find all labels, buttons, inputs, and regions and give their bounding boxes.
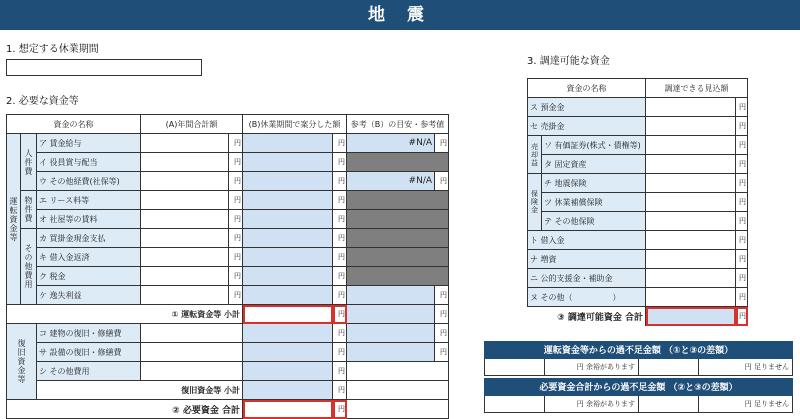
- amount-input[interactable]: [646, 212, 736, 231]
- prorated-value: [243, 343, 333, 362]
- total-available-label: ③ 調達可能資金 合計: [557, 312, 643, 323]
- summary-title-required: 必要資金合計からの過不足金額 （②と③の差額）: [484, 378, 793, 396]
- reference-value: [347, 305, 435, 324]
- amount-input[interactable]: [646, 269, 736, 288]
- table-row: セ 売掛金 円: [528, 117, 748, 136]
- reference-value: #N/A: [347, 134, 435, 153]
- table-row: ケ 逸失利益 円 円 円: [7, 286, 449, 305]
- summary-row-required: [484, 396, 793, 413]
- row-label: ウ その他経費(社保等): [37, 172, 141, 191]
- table-row: サ 設備の復旧・修繕費 円 円: [7, 343, 449, 362]
- header-annual-total: (A)年間合計額: [141, 115, 243, 134]
- header-reference-value: 参考（B）の目安・参考値: [347, 115, 449, 134]
- prorated-value: [243, 172, 333, 191]
- table-row: シ その他費用 円: [7, 362, 449, 381]
- group-property: 物件費: [21, 191, 37, 229]
- prorated-value: [243, 286, 333, 305]
- amount-input[interactable]: [646, 193, 736, 212]
- annual-input[interactable]: [141, 229, 229, 248]
- section2-heading: 2. 必要な資金等: [6, 96, 79, 107]
- amount-input[interactable]: [646, 117, 736, 136]
- prorated-value: [243, 362, 333, 381]
- prorated-value: [243, 324, 333, 343]
- annual-input[interactable]: [141, 248, 229, 267]
- table-row: ヌ その他（ ） 円: [528, 288, 748, 307]
- table-row: ③ 調達可能資金 合計 円: [528, 307, 748, 326]
- prorated-value: [243, 191, 333, 210]
- surplus-label: 円 余裕があります: [545, 396, 639, 412]
- row-label: ケ 逸失利益: [37, 286, 141, 305]
- required-funds-table: [6, 114, 449, 419]
- table-row: 復旧資金等 小計 円: [7, 381, 449, 400]
- table-row: ナ 増資 円: [528, 250, 748, 269]
- shortage-label: 円 足りません: [744, 363, 789, 371]
- amount-input[interactable]: [646, 174, 736, 193]
- subtotal-operating-label: ① 運転資金等 小計: [7, 305, 243, 324]
- annual-input[interactable]: [141, 191, 229, 210]
- table-row: ス 預金金 円: [528, 98, 748, 117]
- subtotal-recovery-label: 復旧資金等 小計: [37, 381, 243, 400]
- reference-value: [347, 343, 435, 362]
- row-label: カ 買掛金現金支払: [37, 229, 141, 248]
- header-prorated-amount: (B)休業期間で案分した額: [243, 115, 347, 134]
- row-label: シ その他費用: [37, 362, 141, 381]
- group-other-expenses: その他費用: [21, 229, 37, 305]
- group-insurance: 保険金: [528, 174, 542, 231]
- business-suspension-period-input[interactable]: [6, 59, 202, 76]
- subtotal-operating-value: [243, 305, 333, 324]
- table-row: 復旧資金等 コ 建物の復旧・修繕費 円 円: [7, 324, 449, 343]
- prorated-value: [243, 267, 333, 286]
- table-row: ツ 休業補償保険 円: [528, 193, 748, 212]
- table-row: ト 借入金 円: [528, 231, 748, 250]
- table-row: テ その他保険 円: [528, 212, 748, 231]
- annual-input[interactable]: [141, 286, 229, 305]
- table-row: タ 固定資産 円: [528, 155, 748, 174]
- available-funds-table: [527, 78, 748, 326]
- table-row: ② 必要資金 合計 円: [7, 400, 449, 419]
- annual-input[interactable]: [141, 172, 229, 191]
- summary-title-operating: 運転資金等からの過不足金額 （①と③の差額）: [484, 341, 793, 359]
- header-expected-amount: 調達できる見込額: [646, 79, 748, 98]
- prorated-value: [243, 134, 333, 153]
- table-row: 物件費 エ リース料等 円 円: [7, 191, 449, 210]
- row-label: イ 役員賞与配当: [37, 153, 141, 172]
- table-row: ① 運転資金等 小計 円 円: [7, 305, 449, 324]
- table-row: ウ その他経費(社保等) 円 円 #N/A 円: [7, 172, 449, 191]
- table-row: 運転資金等 人件費 ア 賃金給与 円 円 #N/A 円: [7, 134, 449, 153]
- amount-input[interactable]: [646, 288, 736, 307]
- prorated-value: [243, 153, 333, 172]
- table-row: イ 役員賞与配当 円 円: [7, 153, 449, 172]
- annual-input[interactable]: [141, 267, 229, 286]
- group-recovery-funds: 復旧資金等: [7, 324, 37, 400]
- amount-input[interactable]: [646, 98, 736, 117]
- subtotal-recovery-value: [243, 381, 333, 400]
- table-row: 保険金 チ 地震保険 円: [528, 174, 748, 193]
- shortage-amount: [639, 396, 699, 412]
- row-label: コ 建物の復旧・修繕費: [37, 324, 141, 343]
- amount-input[interactable]: [646, 231, 736, 250]
- header-fund-name: 資金の名称: [528, 79, 646, 98]
- summary-row-operating: [484, 359, 793, 376]
- header-fund-name: 資金の名称: [7, 115, 141, 134]
- amount-input[interactable]: [646, 136, 736, 155]
- row-label: ク 税金: [37, 267, 141, 286]
- total-available-value: [646, 307, 736, 326]
- annual-input[interactable]: [141, 210, 229, 229]
- amount-input[interactable]: [646, 155, 736, 174]
- shortage-label: 円 足りません: [744, 400, 789, 408]
- row-label: エ リース料等: [37, 191, 141, 210]
- shortfall-summary: [484, 341, 793, 413]
- prorated-value: [243, 229, 333, 248]
- prorated-value: [243, 248, 333, 267]
- group-personnel: 人件費: [21, 134, 37, 191]
- page-title: 地 震: [0, 0, 800, 30]
- row-label: サ 設備の復旧・修繕費: [37, 343, 141, 362]
- table-row: キ 借入金返済 円 円: [7, 248, 449, 267]
- row-label: ア 賃金給与: [37, 134, 141, 153]
- shortage-amount: [639, 359, 699, 375]
- reference-value: #N/A: [347, 172, 435, 191]
- surplus-label: 円 余裕があります: [545, 359, 639, 375]
- group-operating-funds: 運転資金等: [7, 134, 21, 305]
- table-row: 売却益 ソ 有価証券(株式・債権等) 円: [528, 136, 748, 155]
- table-row: ク 税金 円 円: [7, 267, 449, 286]
- table-row: オ 社屋等の賃料 円 円: [7, 210, 449, 229]
- table-row: その他費用 カ 買掛金現金支払 円 円: [7, 229, 449, 248]
- reference-value: [347, 286, 435, 305]
- annual-input[interactable]: [141, 153, 229, 172]
- total-required-value: [243, 400, 333, 419]
- prorated-value: [243, 210, 333, 229]
- annual-input[interactable]: [141, 134, 229, 153]
- section3-heading: 3. 調達可能な資金: [527, 56, 610, 67]
- row-label: オ 社屋等の賃料: [37, 210, 141, 229]
- section1-heading: 1. 想定する休業期間: [6, 44, 99, 55]
- amount-input[interactable]: [646, 250, 736, 269]
- surplus-amount: [485, 396, 545, 412]
- group-sale-proceeds: 売却益: [528, 136, 542, 174]
- table-row: ニ 公的支援金・補助金 円: [528, 269, 748, 288]
- surplus-amount: [485, 359, 545, 375]
- row-label: キ 借入金返済: [37, 248, 141, 267]
- total-required-label: ② 必要資金 合計: [7, 400, 243, 419]
- reference-value: [347, 324, 435, 343]
